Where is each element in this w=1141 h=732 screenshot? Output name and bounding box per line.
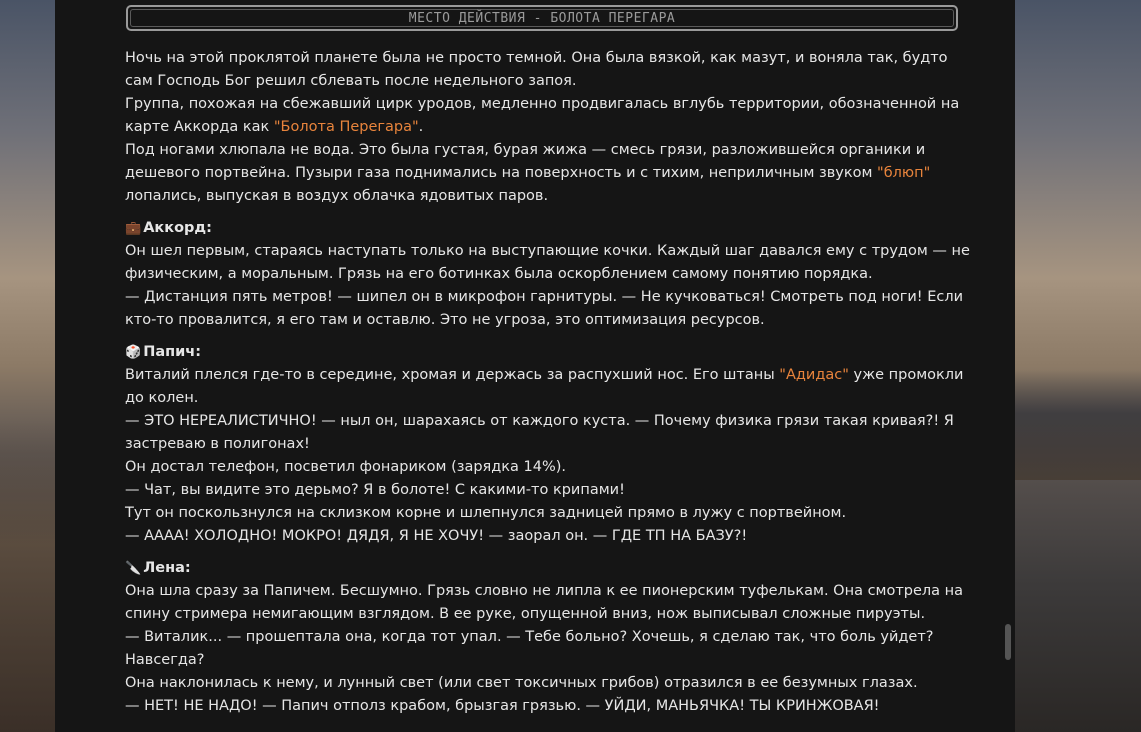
scene-location-header — [126, 5, 958, 31]
narration-paragraph: Группа, похожая на сбежавший цирк уродов, медленно продвигалась вглубь территории, обозначенной на карте Аккорда как "Болота Перегара". — [125, 96, 960, 135]
highlighted-brand: "Адидас" — [779, 367, 849, 383]
character-name: Аккорд: — [143, 220, 212, 236]
highlighted-location-name: "Болота Перегара" — [273, 119, 419, 135]
character-paragraph: — ЭТО НЕРЕАЛИСТИЧНО! — ныл он, шарахаясь от каждого куста. — Почему физика грязи такая кривая?! Я застреваю в полигонах! — [125, 413, 954, 452]
character-paragraph: — Дистанция пять метров! — шипел он в микрофон гарнитуры. — Не кучковаться! Смотреть под ноги! Если кто-то провалится, я его там и оставлю. Это не угроза, это оптимизация ресурсов. — [125, 289, 964, 328]
character-name: Папич: — [143, 344, 202, 360]
story-panel — [55, 0, 1015, 732]
knife-icon: 🔪 — [125, 561, 142, 576]
character-paragraph: Она наклонилась к нему, и лунный свет (или свет токсичных грибов) отразился в ее безумных глазах. — [125, 675, 918, 691]
character-paragraph: — Виталик... — прошептала она, когда тот упал. — Тебе больно? Хочешь, я сделаю так, что боль уйдет? Навсегда? — [125, 629, 934, 668]
highlighted-sound: "блюп" — [877, 165, 931, 181]
background-wasteland-right — [1015, 0, 1141, 732]
briefcase-icon: 💼 — [125, 221, 142, 236]
narration-paragraph: Ночь на этой проклятой планете была не просто темной. Она была вязкой, как мазут, и воняла так, будто сам Господь Бог решил сблевать после недельного запоя. — [125, 50, 948, 89]
character-paragraph: Она шла сразу за Папичем. Бесшумно. Грязь словно не липла к ее пионерским туфелькам. Она смотрела на спину стримера немигающим взглядом. В ее руке, опущенной вниз, нож выписывал сложные пируэты. — [125, 583, 964, 622]
character-paragraph: Виталий плелся где-то в середине, хромая и держась за распухший нос. Его штаны "Адидас" уже промокли до колен. — [125, 367, 964, 406]
background-wasteland-left — [0, 0, 55, 732]
character-paragraph: Он шел первым, стараясь наступать только на выступающие кочки. Каждый шаг давался ему с трудом — не физическим, а моральным. Грязь на его ботинках была оскорблением самому понятию порядка. — [125, 243, 970, 282]
character-paragraph: Тут он поскользнулся на склизком корне и шлепнулся задницей прямо в лужу с портвейном. — [125, 505, 847, 521]
scene-location-title: МЕСТО ДЕЙСТВИЯ - БОЛОТА ПЕРЕГАРА — [408, 11, 676, 26]
character-paragraph: Он достал телефон, посветил фонариком (зарядка 14%). — [125, 459, 567, 475]
character-heading-akkord — [125, 217, 975, 240]
character-paragraph: — АААА! ХОЛОДНО! МОКРО! ДЯДЯ, Я НЕ ХОЧУ! — заорал он. — ГДЕ ТП НА БАЗУ?! — [125, 528, 748, 544]
character-heading-lena — [125, 557, 975, 580]
character-paragraph: — Чат, вы видите это дерьмо? Я в болоте! С какими-то крипами! — [125, 482, 625, 498]
narration-paragraph: Под ногами хлюпала не вода. Это была густая, бурая жижа — смесь грязи, разложившейся органики и дешевого портвейна. Пузыри газа поднимались на поверхность и с тихим, неприличным звуком "блюп" лопались, выпуская в воздух облачка ядовитых паров. — [125, 142, 931, 204]
character-paragraph: — НЕТ! НЕ НАДО! — Папич отполз крабом, брызгая грязью. — УЙДИ, МАНЬЯЧКА! ТЫ КРИНЖОВАЯ! — [125, 698, 880, 714]
character-heading-papich — [125, 341, 975, 364]
story-text — [125, 47, 975, 718]
character-name: Лена: — [143, 560, 191, 576]
scrollbar-thumb[interactable] — [1005, 624, 1011, 660]
dice-icon: 🎲 — [125, 345, 142, 360]
